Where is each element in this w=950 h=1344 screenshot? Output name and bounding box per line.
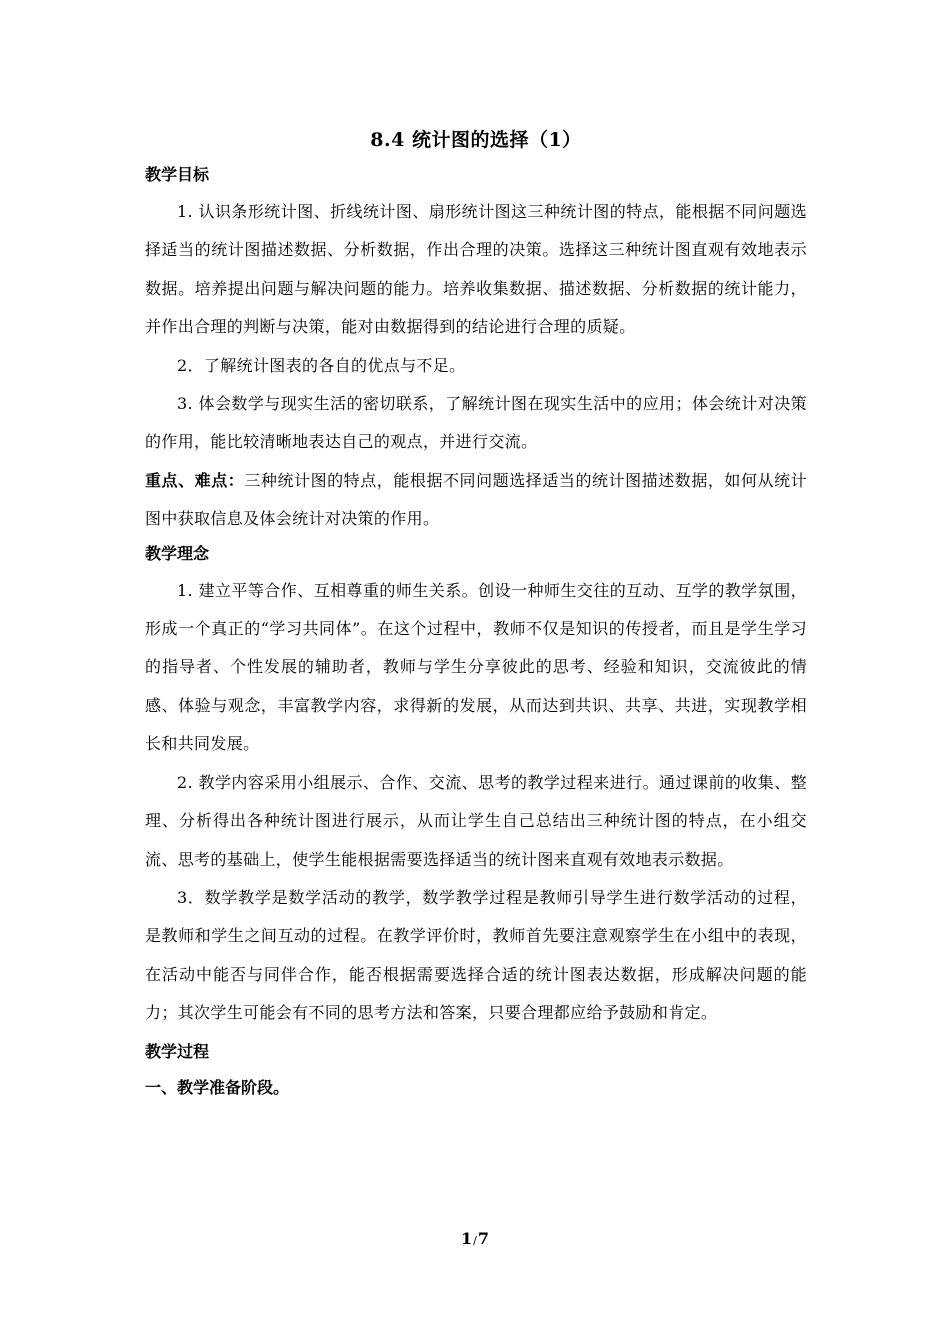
section-heading-process: 教学过程 xyxy=(145,1041,210,1061)
objective-item-3: 3. 体会数学与现实生活的密切联系，了解统计图在现实生活中的应用；体会统计对决策的作用，能比较清晰地表达自己的观点，并进行交流。 xyxy=(145,394,807,452)
objective-item-1: 1. 认识条形统计图、折线统计图、扇形统计图这三种统计图的特点，能根据不同问题选择适当的统计图描述数据、分析数据，作出合理的决策。选择这三种统计图直观有效地表示数据。培养提出问题与解决问题的能力。培养收集数据、描述数据、分析数据的统计能力，并作出合理的判断与决策，能对由数据得到的结论进行合理的质疑。 xyxy=(145,202,807,337)
philosophy-item-2: 2. 教学内容采用小组展示、合作、交流、思考的教学过程来进行。通过课前的收集、整理、分析得出各种统计图进行展示，从而让学生自己总结出三种统计图的特点，在小组交流、思考的基础上，使学生能根据需要选择适当的统计图来直观有效地表示数据。 xyxy=(145,772,807,869)
philosophy-item-1: 1. 建立平等合作、互相尊重的师生关系。创设一种师生交往的互动、互学的教学氛围，形成一个真正的“学习共同体”。在这个过程中，教师不仅是知识的传授者，而且是学生学习的指导者、个性发展的辅助者，教师与学生分享彼此的思考、经验和知识，交流彼此的情感、体验与观念，丰富教学内容，求得新的发展，从而达到共识、共享、共进，实现教学相长和共同发展。 xyxy=(145,580,807,754)
section-heading-objectives: 教学目标 xyxy=(145,165,210,184)
current-page: 1 xyxy=(461,1229,473,1248)
key-points-paragraph xyxy=(145,462,807,539)
objective-item-2: 2．了解统计图表的各自的优点与不足。 xyxy=(177,355,466,375)
section-heading-philosophy: 教学理念 xyxy=(145,543,210,563)
page-number xyxy=(0,1228,950,1252)
document-title: 8.4 统计图的选择（1） xyxy=(370,129,582,151)
process-subheading: 一、教学准备阶段。 xyxy=(145,1077,290,1097)
philosophy-item-3: 3．数学教学是数学活动的教学，数学教学过程是教师引导学生进行数学活动的过程，是教师和学生之间互动的过程。在教学评价时，教师首先要注意观察学生在小组中的表现，在活动中能否与同伴合作，能否根据需要选择合适的统计图表达数据，形成解决问题的能力；其次学生可能会有不同的思考方法和答案，只要合理都应给予鼓励和肯定。 xyxy=(145,887,807,1023)
page-content xyxy=(145,126,807,1106)
page-separator: / xyxy=(473,1234,477,1247)
key-points-text: 三种统计图的特点，能根据不同问题选择适当的统计图描述数据，如何从统计图中获取信息及体会统计对决策的作用。 xyxy=(145,470,808,529)
total-pages: 7 xyxy=(477,1229,489,1248)
key-points-label: 重点、难点： xyxy=(145,470,245,490)
